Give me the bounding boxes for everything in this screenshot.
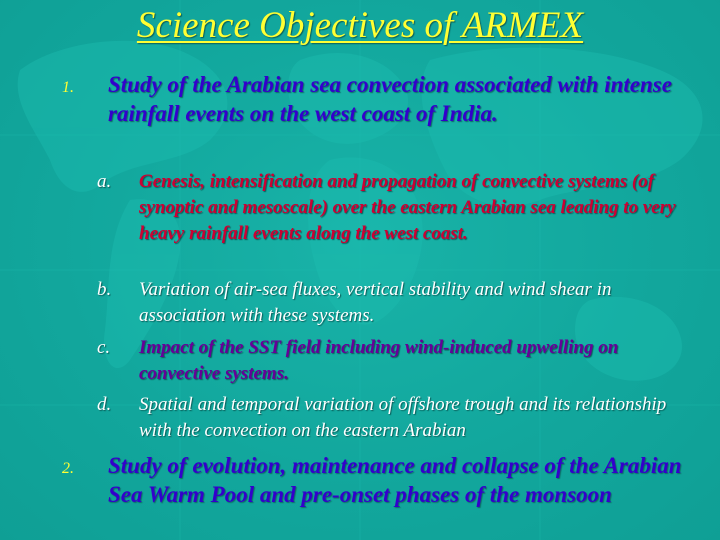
sub-item-c-text: Impact of the SST field including wind-induced upwelling on convective systems. (139, 337, 619, 384)
sub-item-d-letter: d. (97, 394, 112, 415)
objective-1-number: 1. (62, 79, 74, 96)
sub-item-d-text: Spatial and temporal variation of offshore trough and its relationship with the convection on the eastern Arabian (139, 394, 667, 441)
objective-1-text: Study of the Arabian sea convection associated with intense rainfall events on the west coast of India. (108, 72, 672, 126)
sub-item-b-text: Variation of air-sea fluxes, vertical stability and wind shear in association with these systems. (139, 279, 612, 326)
objective-2-number: 2. (62, 460, 74, 477)
objective-2-text: Study of evolution, maintenance and collapse of the Arabian Sea Warm Pool and pre-onset phases of the monsoon (108, 453, 682, 507)
sub-item-a-text: Genesis, intensification and propagation of convective systems (of synoptic and mesoscale) over the eastern Arabian sea leading to very heavy rainfall events along the west coast. (139, 171, 676, 244)
sub-item-b-letter: b. (97, 279, 112, 300)
sub-item-a-letter: a. (97, 171, 112, 192)
sub-item-c-letter: c. (97, 337, 111, 358)
slide-title: Science Objectives of ARMEX (136, 5, 584, 46)
